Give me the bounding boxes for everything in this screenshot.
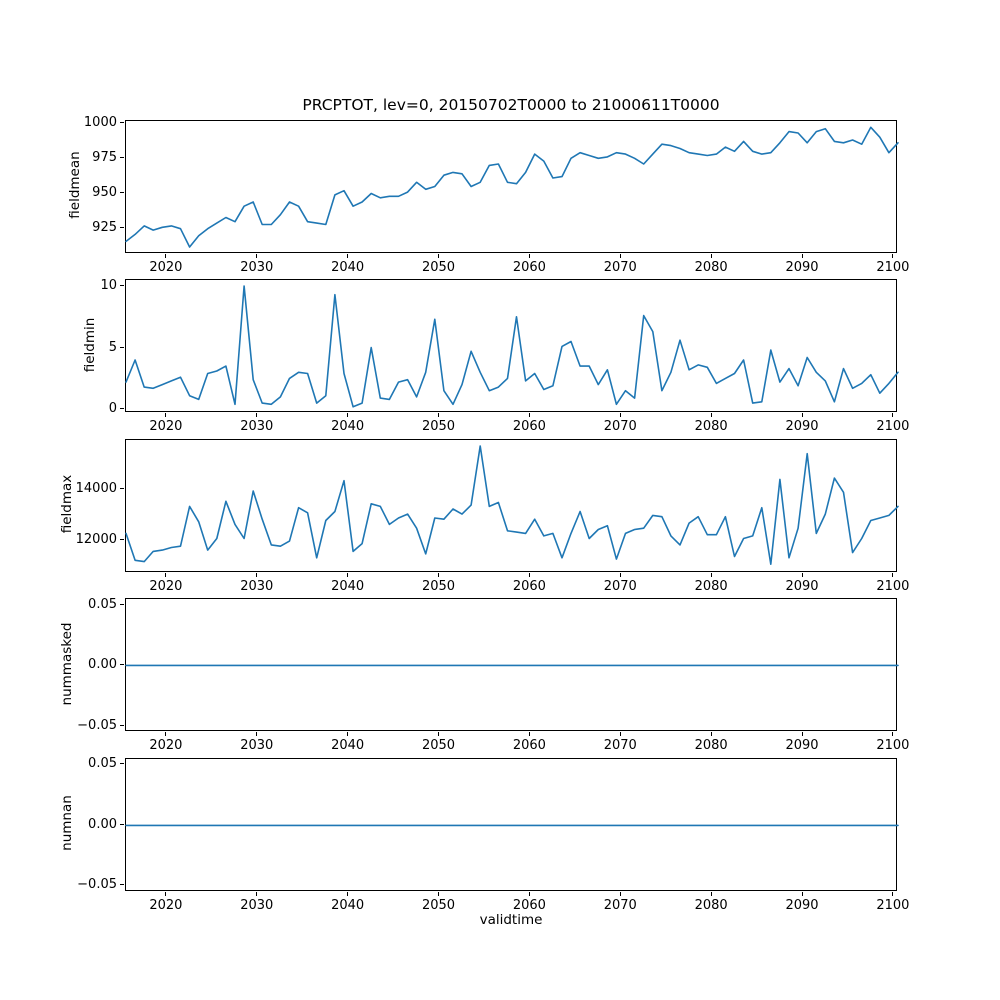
x-tick-numnan [711,892,712,896]
x-tick-label-nummasked: 2100 [876,738,910,754]
x-tick-label-fieldmax: 2060 [512,578,546,594]
x-tick-label-fieldmax: 2050 [421,578,456,594]
x-tick-fieldmax [165,573,166,577]
x-tick-label-fieldmax: 2040 [331,578,365,594]
x-tick-label-fieldmean: 2050 [421,259,456,275]
x-tick-label-fieldmean: 2020 [149,259,183,275]
y-tick-label-fieldmax: 14000 [75,481,117,497]
x-tick-numnan [802,892,803,896]
y-tick-fieldmax [120,539,124,540]
x-tick-label-numnan: 2100 [876,897,910,913]
y-tick-label-fieldmean: 975 [92,149,117,165]
y-tick-numnan [120,884,124,885]
y-tick-label-fieldmean: 1000 [83,114,117,130]
x-tick-label-fieldmean: 2060 [512,259,546,275]
x-tick-fieldmean [529,254,530,258]
subplot-fieldmax [125,439,897,572]
y-tick-numnan [120,763,124,764]
y-tick-fieldmin [120,408,124,409]
x-tick-nummasked [165,732,166,736]
x-tick-fieldmean [802,254,803,258]
x-tick-label-fieldmin: 2020 [149,419,183,435]
x-tick-fieldmean [165,254,166,258]
x-tick-label-fieldmean: 2040 [331,259,365,275]
x-tick-label-fieldmin: 2040 [331,419,365,435]
y-tick-fieldmean [120,122,124,123]
subplot-numnan [125,758,897,891]
line-fieldmean [126,121,898,254]
x-tick-label-numnan: 2060 [512,897,546,913]
figure-title: PRCPTOT, lev=0, 20150702T0000 to 21000611T0000 [302,96,720,114]
x-tick-label-nummasked: 2090 [785,738,819,754]
x-tick-label-fieldmean: 2070 [603,259,637,275]
y-tick-nummasked [120,664,124,665]
x-tick-label-nummasked: 2060 [512,738,546,754]
y-tick-nummasked [120,725,124,726]
x-tick-nummasked [892,732,893,736]
x-tick-label-numnan: 2070 [603,897,637,913]
y-tick-label-fieldmin: 0 [108,401,117,417]
x-tick-numnan [892,892,893,896]
subplot-nummasked [125,598,897,731]
y-tick-label-fieldmax: 12000 [75,532,117,548]
x-tick-fieldmin [620,413,621,417]
y-tick-label-nummasked: 0.05 [88,596,117,612]
y-tick-numnan [120,824,124,825]
y-tick-nummasked [120,604,124,605]
x-tick-label-numnan: 2030 [240,897,274,913]
x-tick-fieldmax [620,573,621,577]
line-numnan [126,759,898,892]
x-tick-fieldmax [438,573,439,577]
y-axis-label-fieldmin: fieldmin [81,317,98,373]
x-tick-fieldmin [802,413,803,417]
y-tick-label-nummasked: −0.05 [77,717,117,733]
x-tick-nummasked [438,732,439,736]
x-tick-fieldmin [711,413,712,417]
x-tick-label-numnan: 2050 [421,897,456,913]
x-tick-label-fieldmax: 2080 [694,578,728,594]
x-tick-label-numnan: 2080 [694,897,728,913]
y-tick-fieldmean [120,192,124,193]
y-axis-label-numnan: numnan [59,795,75,851]
x-tick-fieldmax [892,573,893,577]
x-tick-label-fieldmax: 2070 [603,578,637,594]
x-tick-numnan [165,892,166,896]
x-tick-fieldmin [529,413,530,417]
x-tick-label-nummasked: 2020 [149,738,183,754]
y-tick-label-fieldmean: 925 [92,220,117,236]
x-tick-fieldmax [802,573,803,577]
x-tick-label-fieldmean: 2080 [694,259,728,275]
y-tick-label-numnan: 0.00 [88,816,117,832]
x-tick-label-fieldmax: 2100 [876,578,910,594]
x-axis-label: validtime [479,912,543,928]
x-tick-label-fieldmin: 2050 [421,419,456,435]
y-tick-label-numnan: 0.05 [88,756,117,772]
line-nummasked [126,599,898,732]
x-tick-label-nummasked: 2030 [240,738,274,754]
y-tick-fieldmin [120,285,124,286]
x-tick-numnan [256,892,257,896]
y-axis-label-fieldmean: fieldmean [66,151,83,220]
x-tick-nummasked [802,732,803,736]
x-tick-label-nummasked: 2050 [421,738,456,754]
y-tick-label-fieldmin: 5 [108,339,117,355]
y-tick-label-fieldmean: 950 [92,185,117,201]
x-tick-fieldmax [529,573,530,577]
x-tick-label-fieldmax: 2030 [240,578,274,594]
x-tick-fieldmean [256,254,257,258]
x-tick-label-fieldmean: 2030 [240,259,274,275]
x-tick-fieldmin [347,413,348,417]
x-tick-numnan [529,892,530,896]
x-tick-fieldmin [892,413,893,417]
x-tick-fieldmean [892,254,893,258]
y-tick-fieldmax [120,488,124,489]
y-axis-label-nummasked: nummasked [59,622,75,706]
y-tick-label-fieldmin: 10 [100,277,117,293]
y-tick-fieldmean [120,227,124,228]
x-tick-label-fieldmean: 2100 [876,259,910,275]
x-tick-label-fieldmax: 2020 [149,578,183,594]
x-tick-fieldmean [620,254,621,258]
y-tick-fieldmin [120,347,124,348]
x-tick-nummasked [529,732,530,736]
line-fieldmin [126,280,898,413]
y-tick-label-numnan: −0.05 [77,876,117,892]
x-tick-fieldmin [165,413,166,417]
y-axis-label-fieldmax: fieldmax [59,474,75,534]
x-tick-numnan [620,892,621,896]
x-tick-fieldmax [711,573,712,577]
x-tick-label-fieldmin: 2070 [603,419,637,435]
x-tick-label-nummasked: 2080 [694,738,728,754]
x-tick-fieldmin [438,413,439,417]
subplot-fieldmean [125,120,897,253]
x-tick-label-fieldmin: 2030 [240,419,274,435]
x-tick-fieldmean [438,254,439,258]
x-tick-label-fieldmean: 2090 [785,259,819,275]
x-tick-numnan [347,892,348,896]
x-tick-label-fieldmin: 2090 [785,419,819,435]
x-tick-nummasked [256,732,257,736]
subplot-fieldmin [125,279,897,412]
x-tick-fieldmean [711,254,712,258]
y-tick-fieldmean [120,157,124,158]
y-tick-label-nummasked: 0.00 [88,657,117,673]
line-fieldmax [126,440,898,573]
x-tick-label-fieldmin: 2080 [694,419,728,435]
x-tick-label-fieldmin: 2100 [876,419,910,435]
x-tick-numnan [438,892,439,896]
x-tick-fieldmax [347,573,348,577]
x-tick-nummasked [620,732,621,736]
x-tick-label-numnan: 2020 [149,897,183,913]
x-tick-fieldmin [256,413,257,417]
x-tick-label-nummasked: 2040 [331,738,365,754]
x-tick-fieldmax [256,573,257,577]
x-tick-label-nummasked: 2070 [603,738,637,754]
x-tick-label-numnan: 2090 [785,897,819,913]
x-tick-nummasked [711,732,712,736]
x-tick-label-numnan: 2040 [331,897,365,913]
x-tick-label-fieldmin: 2060 [512,419,546,435]
x-tick-nummasked [347,732,348,736]
x-tick-label-fieldmax: 2090 [785,578,819,594]
x-tick-fieldmean [347,254,348,258]
